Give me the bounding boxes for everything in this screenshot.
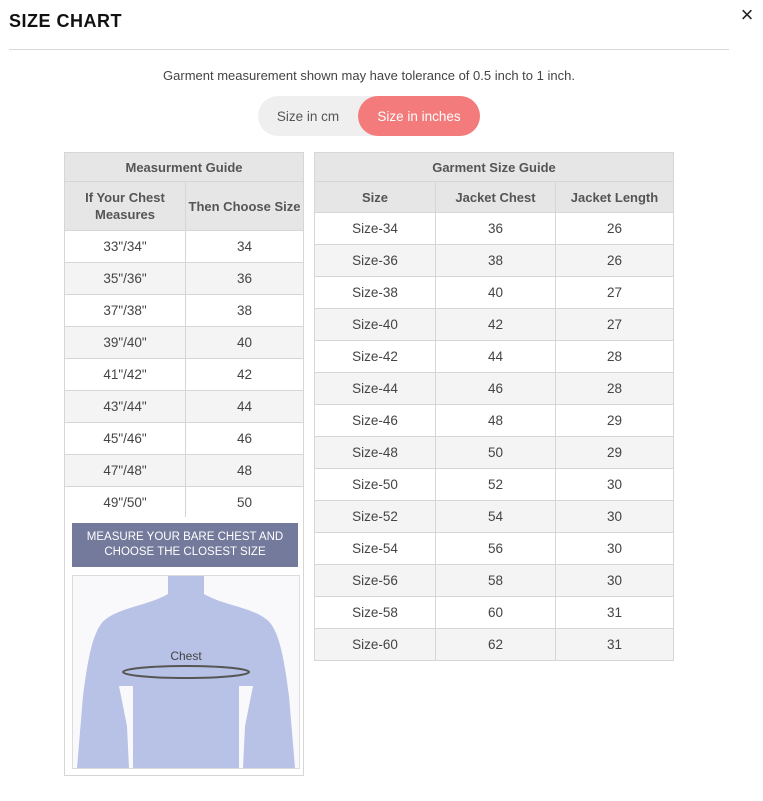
table-row (315, 437, 674, 469)
cell-jacket-chest: 62 (436, 629, 556, 661)
cell-jacket-length: 30 (556, 533, 674, 565)
table-row (315, 373, 674, 405)
close-icon[interactable]: × (740, 2, 754, 27)
table-row (65, 327, 304, 359)
cell-size: Size-44 (315, 373, 436, 405)
cell-choose-size: 34 (186, 231, 304, 263)
table-row (65, 263, 304, 295)
header-size: Size (315, 182, 436, 213)
cell-size: Size-34 (315, 213, 436, 245)
table-row (315, 341, 674, 373)
cell-jacket-chest: 56 (436, 533, 556, 565)
cell-choose-size: 38 (186, 295, 304, 327)
cell-jacket-length: 30 (556, 501, 674, 533)
cell-jacket-chest: 44 (436, 341, 556, 373)
cell-jacket-chest: 50 (436, 437, 556, 469)
cell-size: Size-50 (315, 469, 436, 501)
torso-shape (77, 576, 295, 768)
cell-jacket-chest: 42 (436, 309, 556, 341)
table-row (315, 597, 674, 629)
cell-jacket-length: 31 (556, 629, 674, 661)
cell-jacket-chest: 36 (436, 213, 556, 245)
cell-jacket-chest: 38 (436, 245, 556, 277)
cell-choose-size: 48 (186, 455, 304, 487)
table-row (315, 213, 674, 245)
header-chest-measures: If Your Chest Measures (65, 182, 186, 231)
cell-jacket-length: 27 (556, 277, 674, 309)
cell-jacket-length: 26 (556, 245, 674, 277)
cell-size: Size-54 (315, 533, 436, 565)
cell-choose-size: 46 (186, 423, 304, 455)
cell-jacket-chest: 58 (436, 565, 556, 597)
table-row (65, 423, 304, 455)
cell-chest-measure: 41"/42" (65, 359, 186, 391)
table-row (315, 405, 674, 437)
table-row (315, 501, 674, 533)
cell-jacket-chest: 54 (436, 501, 556, 533)
table-row (65, 231, 304, 263)
table-row (65, 487, 304, 519)
cell-jacket-chest: 48 (436, 405, 556, 437)
cell-jacket-chest: 46 (436, 373, 556, 405)
cell-choose-size: 40 (186, 327, 304, 359)
cell-jacket-length: 27 (556, 309, 674, 341)
measurement-guide (64, 152, 304, 519)
table-row (65, 295, 304, 327)
table-row (65, 359, 304, 391)
cell-size: Size-46 (315, 405, 436, 437)
cell-jacket-length: 28 (556, 341, 674, 373)
toggle-cm[interactable]: Size in cm (276, 108, 340, 124)
title-divider (9, 49, 729, 50)
garment-guide-table (314, 152, 674, 661)
cell-jacket-length: 30 (556, 565, 674, 597)
cell-size: Size-48 (315, 437, 436, 469)
cell-chest-measure: 39"/40" (65, 327, 186, 359)
cell-chest-measure: 33"/34" (65, 231, 186, 263)
cell-choose-size: 42 (186, 359, 304, 391)
cell-size: Size-58 (315, 597, 436, 629)
cell-chest-measure: 35"/36" (65, 263, 186, 295)
table-row (315, 565, 674, 597)
cell-chest-measure: 43"/44" (65, 391, 186, 423)
garment-guide (314, 152, 674, 661)
cell-size: Size-36 (315, 245, 436, 277)
cell-jacket-length: 29 (556, 405, 674, 437)
modal-title: SIZE CHART (9, 11, 122, 31)
garment-guide-body (315, 213, 674, 661)
header-jacket-length: Jacket Length (556, 182, 674, 213)
toggle-inches[interactable]: Size in inches (358, 96, 480, 136)
garment-guide-title: Garment Size Guide (315, 153, 674, 182)
cell-size: Size-38 (315, 277, 436, 309)
cell-jacket-length: 31 (556, 597, 674, 629)
cell-jacket-length: 30 (556, 469, 674, 501)
cell-choose-size: 36 (186, 263, 304, 295)
table-row (315, 245, 674, 277)
table-row (315, 533, 674, 565)
table-row (65, 455, 304, 487)
measure-banner: MEASURE YOUR BARE CHEST AND CHOOSE THE CLOSEST SIZE (72, 523, 298, 567)
unit-toggle (258, 96, 480, 136)
table-row (315, 629, 674, 661)
chest-measure-illustration (72, 575, 300, 769)
measurement-guide-body (65, 231, 304, 519)
cell-jacket-chest: 40 (436, 277, 556, 309)
cell-size: Size-52 (315, 501, 436, 533)
cell-jacket-chest: 60 (436, 597, 556, 629)
cell-size: Size-40 (315, 309, 436, 341)
table-row (315, 469, 674, 501)
cell-size: Size-60 (315, 629, 436, 661)
cell-chest-measure: 45"/46" (65, 423, 186, 455)
measure-box (64, 517, 304, 776)
cell-jacket-length: 28 (556, 373, 674, 405)
chest-label: Chest (170, 649, 202, 663)
cell-choose-size: 50 (186, 487, 304, 519)
table-row (315, 309, 674, 341)
header-jacket-chest: Jacket Chest (436, 182, 556, 213)
cell-size: Size-42 (315, 341, 436, 373)
cell-jacket-length: 29 (556, 437, 674, 469)
cell-choose-size: 44 (186, 391, 304, 423)
header-choose-size: Then Choose Size (186, 182, 304, 231)
table-row (315, 277, 674, 309)
table-row (65, 391, 304, 423)
body-figure (73, 576, 299, 768)
measurement-guide-table (64, 152, 304, 519)
tolerance-note: Garment measurement shown may have tolerance of 0.5 inch to 1 inch. (163, 68, 575, 83)
cell-jacket-length: 26 (556, 213, 674, 245)
cell-chest-measure: 49"/50" (65, 487, 186, 519)
measurement-guide-title: Measurment Guide (65, 153, 304, 182)
cell-jacket-chest: 52 (436, 469, 556, 501)
cell-chest-measure: 47"/48" (65, 455, 186, 487)
cell-size: Size-56 (315, 565, 436, 597)
cell-chest-measure: 37"/38" (65, 295, 186, 327)
